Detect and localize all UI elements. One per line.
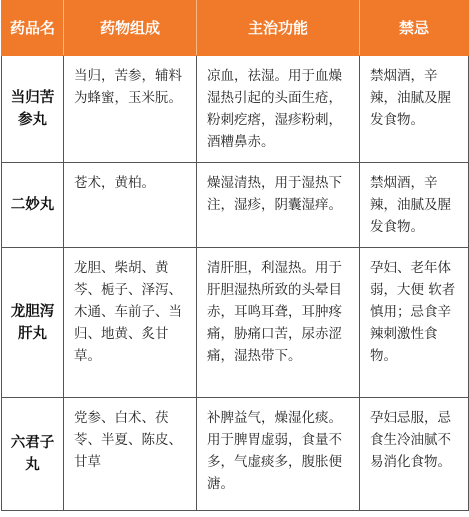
medicine-table: [1, 0, 469, 511]
medicine-table-container: [1, 0, 468, 511]
indication-cell: 凉血，祛湿。用于血燥湿热引起的头面生疮，粉刺疙瘩，湿疹粉刺，酒糟鼻赤。: [197, 56, 360, 163]
table-row: [2, 56, 469, 163]
header-composition: 药物组成: [64, 1, 197, 56]
composition-cell: 龙胆、柴胡、黄芩、栀子、泽泻、木通、车前子、当归、地黄、炙甘草。: [64, 248, 197, 398]
table-row: [2, 398, 469, 511]
table-row: [2, 163, 469, 248]
composition-cell: 苍术，黄柏。: [64, 163, 197, 248]
contraindication-cell: 孕妇忌服，忌食生冷油腻不易消化食物。: [360, 398, 469, 511]
indication-cell: 清肝胆，利湿热。用于肝胆湿热所致的头晕目赤，耳鸣耳聋，耳肿疼痛，胁痛口苦，尿赤涩痛，湿热带下。: [197, 248, 360, 398]
header-contraindication: 禁忌: [360, 1, 469, 56]
drug-name-cell: 当归苦参丸: [2, 56, 64, 163]
table-header-row: [2, 1, 469, 56]
composition-cell: 党参、白术、茯苓、半夏、陈皮、甘草: [64, 398, 197, 511]
header-drug-name: 药品名: [2, 1, 64, 56]
table-row: [2, 248, 469, 398]
composition-cell: 当归，苦参，辅料为蜂蜜，玉米朊。: [64, 56, 197, 163]
contraindication-cell: 禁烟酒，辛辣，油腻及腥发食物。: [360, 163, 469, 248]
indication-cell: 燥湿清热，用于湿热下注，湿疹，阴囊湿痒。: [197, 163, 360, 248]
indication-cell: 补脾益气，燥湿化痰。用于脾胃虚弱，食量不多，气虚痰多，腹胀便溏。: [197, 398, 360, 511]
drug-name-cell: 二妙丸: [2, 163, 64, 248]
header-indication: 主治功能: [197, 1, 360, 56]
contraindication-cell: 孕妇、老年体弱，大便 软者慎用；忌食辛辣刺激性食物。: [360, 248, 469, 398]
drug-name-cell: 龙胆泻肝丸: [2, 248, 64, 398]
contraindication-cell: 禁烟酒，辛辣，油腻及腥发食物。: [360, 56, 469, 163]
drug-name-cell: 六君子丸: [2, 398, 64, 511]
